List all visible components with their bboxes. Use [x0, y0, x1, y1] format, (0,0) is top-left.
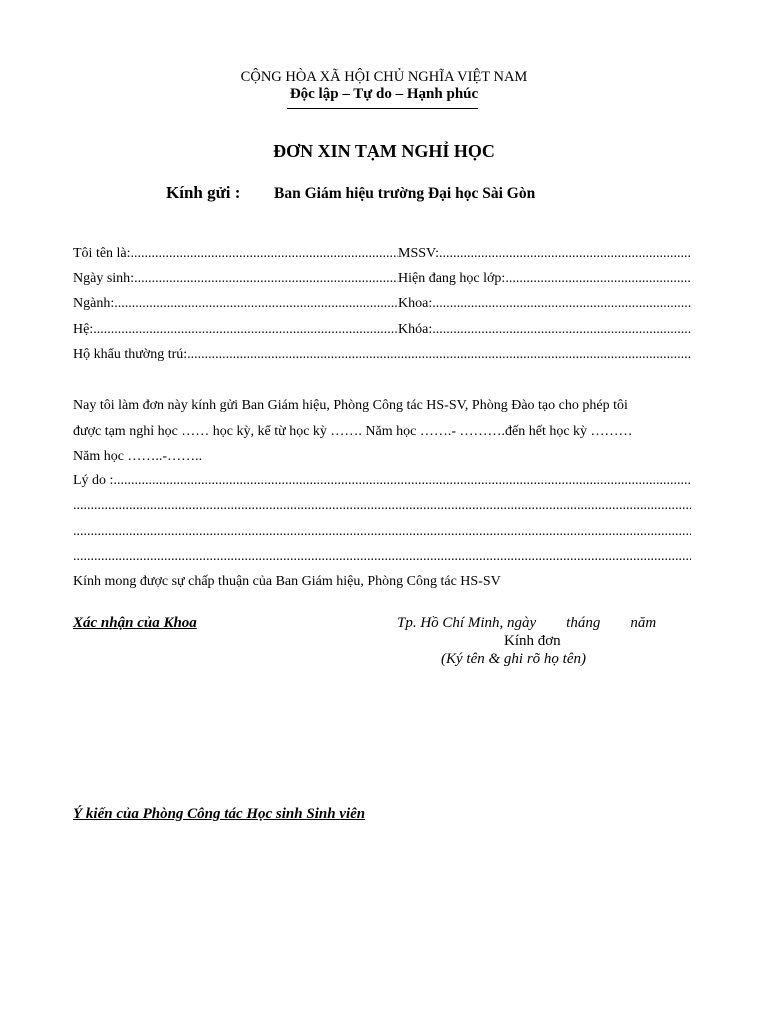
reason-line-3[interactable] — [73, 522, 691, 542]
reason-field[interactable] — [73, 471, 691, 491]
reason-line-2[interactable] — [73, 496, 691, 516]
request-line-2: được tạm nghỉ học …… học kỳ, kể từ học kỳ ……. Năm học …….- ……….đến hết học kỳ ……… — [73, 424, 633, 439]
student-affairs-heading: Ý kiến của Phòng Công tác Học sinh Sinh viên — [73, 806, 366, 822]
cohort-field[interactable] — [398, 320, 691, 340]
faculty-confirmation-heading: Xác nhận của Khoa — [73, 615, 197, 631]
applicant-label: Kính đơn — [504, 633, 561, 649]
reason-label: Lý do : — [73, 473, 114, 488]
nation-heading: CỘNG HÒA XÃ HỘI CHỦ NGHĨA VIỆT NAM — [240, 69, 528, 85]
class-label: Hiện đang học lớp: — [398, 271, 506, 286]
recipient-label: Kính gửi : — [166, 183, 241, 202]
system-field[interactable] — [73, 320, 398, 340]
student-id-label: MSSV: — [398, 246, 439, 261]
student-id-field[interactable] — [398, 244, 691, 264]
motto: Độc lập – Tự do – Hạnh phúc — [289, 86, 479, 102]
name-label: Tôi tên là: — [73, 246, 131, 261]
recipient-value: Ban Giám hiệu trường Đại học Sài Gòn — [274, 185, 536, 202]
dob-field[interactable] — [73, 269, 398, 289]
faculty-field[interactable] — [398, 294, 691, 314]
class-field[interactable] — [398, 269, 691, 289]
cohort-label: Khóa: — [398, 322, 433, 337]
name-field[interactable] — [73, 244, 398, 264]
system-label: Hệ: — [73, 322, 94, 337]
major-field[interactable] — [73, 294, 398, 314]
request-line-3: Năm học ……..-…….. — [73, 449, 203, 464]
place-date: Tp. Hồ Chí Minh, ngày tháng năm — [397, 615, 657, 631]
motto-divider — [287, 108, 478, 109]
residence-label: Hộ khẩu thường trú: — [73, 347, 188, 362]
reason-line-4[interactable] — [73, 547, 691, 567]
faculty-label: Khoa: — [398, 296, 433, 311]
dob-label: Ngày sinh: — [73, 271, 135, 286]
major-label: Ngành: — [73, 296, 115, 311]
document-title: ĐƠN XIN TẠM NGHỈ HỌC — [273, 141, 495, 161]
residence-field[interactable] — [73, 345, 691, 365]
signature-note: (Ký tên & ghi rõ họ tên) — [441, 651, 586, 667]
closing-text: Kính mong được sự chấp thuận của Ban Giám hiệu, Phòng Công tác HS-SV — [73, 574, 501, 589]
request-line-1: Nay tôi làm đơn này kính gửi Ban Giám hiệu, Phòng Công tác HS-SV, Phòng Đào tạo cho phép tôi — [73, 398, 628, 413]
